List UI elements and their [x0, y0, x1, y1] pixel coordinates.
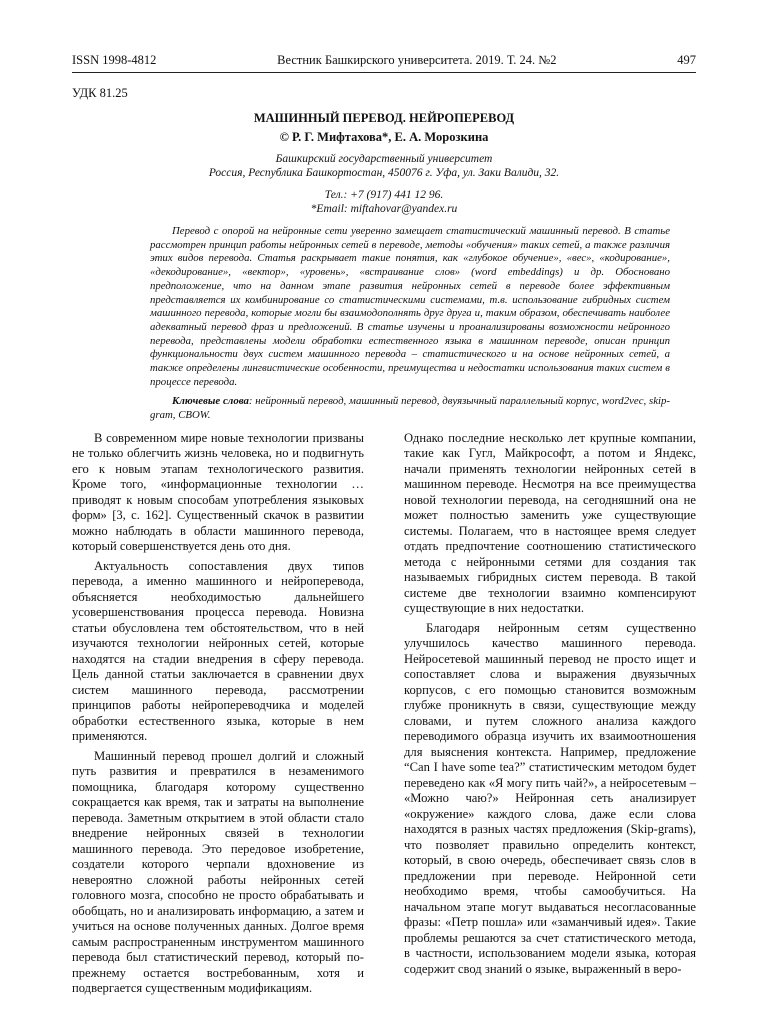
paragraph-continued: Однако последние несколько лет крупные компании, такие как Гугл, Майкрософт, а потом и Яндекс, начали применять технологии нейронных сетей в машинном переводе. Несмотря на все преимущества новой технологии перевода, на сегодняшний она не может полностью заменить уже существующие системы. Полагаем, что в настоящее время следует отдать предпочтение соотношению статистического метода с нейронными сетями для создания так называемых гибридных систем перевода. В такой системе две технологии взаимно компенсируют существующие в них недостатки. [404, 430, 696, 616]
running-header [72, 52, 696, 73]
paragraph: Благодаря нейронным сетям существенно улучшилось качество машинного перевода. Нейросетевой машинный перевод не просто ищет и сопоставляет слова и выражения двуязычных корпусов, с его помощью становится возможным глубже проникнуть в связи, существующие между словами, и путем сложного анализа каждого переводимого образца изучить их взаимоотношения для выяснения контекста. Например, предложение “Can I have some tea?” статистическим методом будет переведено как «Я могу пить чай?», а нейросетевым – «Можно чаю?» Нейронная сеть анализирует «окружение» каждого слова, даже если слова находятся в разных частях предложения (Skip-grams), что позволяет правильно определить контекст, который, в свою очередь, обеспечивает связь слов в предложении при переводе. Нейронной сети необходимо время, чтобы самообучиться. На начальном этапе могут выдаваться несогласованные фразы: «Петр пошла» или «заманчивый идея». Такие проблемы решаются за счет статистического метода, в частности, использованием модели языка, которая содержит свод знаний о языке, выраженный в веро- [404, 620, 696, 976]
left-column [72, 431, 364, 1001]
udk-code: УДК 81.25 [72, 86, 128, 100]
email: *Email: miftahovar@yandex.ru [310, 203, 458, 215]
affiliation [72, 152, 696, 180]
journal-page [72, 52, 696, 1001]
article-authors: © Р. Г. Мифтахова*, Е. А. Морозкина [279, 130, 489, 144]
issn: ISSN 1998-4812 [72, 53, 157, 67]
paragraph: Актуальность сопоставления двух типов перевода, а именно машинного и нейроперевода, объясняется необходимостью дальнейшего усовершенствования процесса перевода. Новизна статьи обусловлена тем обстоятельством, что в ней изучаются технологии нейронных сетей, которые находятся на стадии внедрения в сферу перевода. Цель данной статьи заключается в сравнении двух систем машинного перевода, рассмотрении принципов работы нейропереводчика и моделей обработки естественного языка, которые в нем применяются. [72, 558, 364, 744]
paragraph: В современном мире новые технологии призваны не только облегчить жизнь человека, но и подвигнуть его к новым этапам технологического развития. Кроме того, «информационные технологии … приводят к новым способам употребления языковых форм» [3, с. 162]. Существенный скачок в развитии можно наблюдать в области машинного перевода, который совершенствуется день ото дня. [72, 430, 364, 554]
phone: Тел.: +7 (917) 441 12 96. [324, 189, 444, 201]
page-number: 497 [677, 53, 696, 67]
body-columns [72, 431, 696, 1001]
affiliation-line-1: Башкирский государственный университет [275, 153, 493, 165]
journal-name: Вестник Башкирского университета. 2019. Т. 24. №2 [277, 53, 557, 67]
contact-info [72, 188, 696, 216]
keywords-label: Ключевые слова [172, 395, 249, 408]
right-column [404, 431, 696, 1001]
paragraph: Машинный перевод прошел долгий и сложный путь развития и превратился в незаменимого помощника, благодаря которому существенно сокращается как время, так и затраты на выполнение перевода. Заметным открытием в этой области стало внедрение нейронных связей в технологии машинного перевода. Это передовое изобретение, создатели которого черпали вдохновение из невероятно сложной работы нейронных сетей головного мозга, способно не просто обрабатывать и обобщать, но и анализировать информацию, а затем и учиться на основе полученных данных. Долгое время самым распространенным инструментом машинного перевода был статистический перевод, который по-прежнему остается востребованным, хотя и подвергается существенным модификациям. [72, 748, 364, 996]
keywords-text: : нейронный перевод, машинный перевод, двуязычный параллельный корпус, word2vec, skip-gram, CBOW. [150, 395, 670, 422]
keywords [150, 395, 670, 422]
affiliation-line-2: Россия, Республика Башкортостан, 450076 г. Уфа, ул. Заки Валиди, 32. [208, 167, 560, 179]
article-title: МАШИННЫЙ ПЕРЕВОД. НЕЙРОПЕРЕВОД [253, 111, 515, 125]
abstract: Перевод с опорой на нейронные сети уверенно замещает статистический машинный перевод. В статье рассмотрен принцип работы нейронных сетей в переводе, методы «обучения» таких сетей, а также различия этих видов перевода. Статья раскрывает такие понятия, как «глубокое обучение», «вес», «кодирование», «декодирование», «вектор», «уровень», «встраивание слов» (word embeddings) и др. Обосновано предположение, что на данном этапе развития нейронных сетей в переводе более эффективным представляется их комбинирование со статистическими системами, т.в. использование гибридных систем машинного перевода, которые могли бы взаимодополнять друг друга и, таким образом, обеспечивать наиболее адекватный перевод фраз и предложений. В статье изучены и проанализированы возможности нейронного перевода, представлены модели обработки естественного языка в машинном переводе, описан принцип функциональности двух систем машинного перевода – статистического и на основе нейронных сетей, а также определены лингвистические особенности, преимущества и недостатки использования таких систем в процессе перевода. [150, 225, 670, 388]
